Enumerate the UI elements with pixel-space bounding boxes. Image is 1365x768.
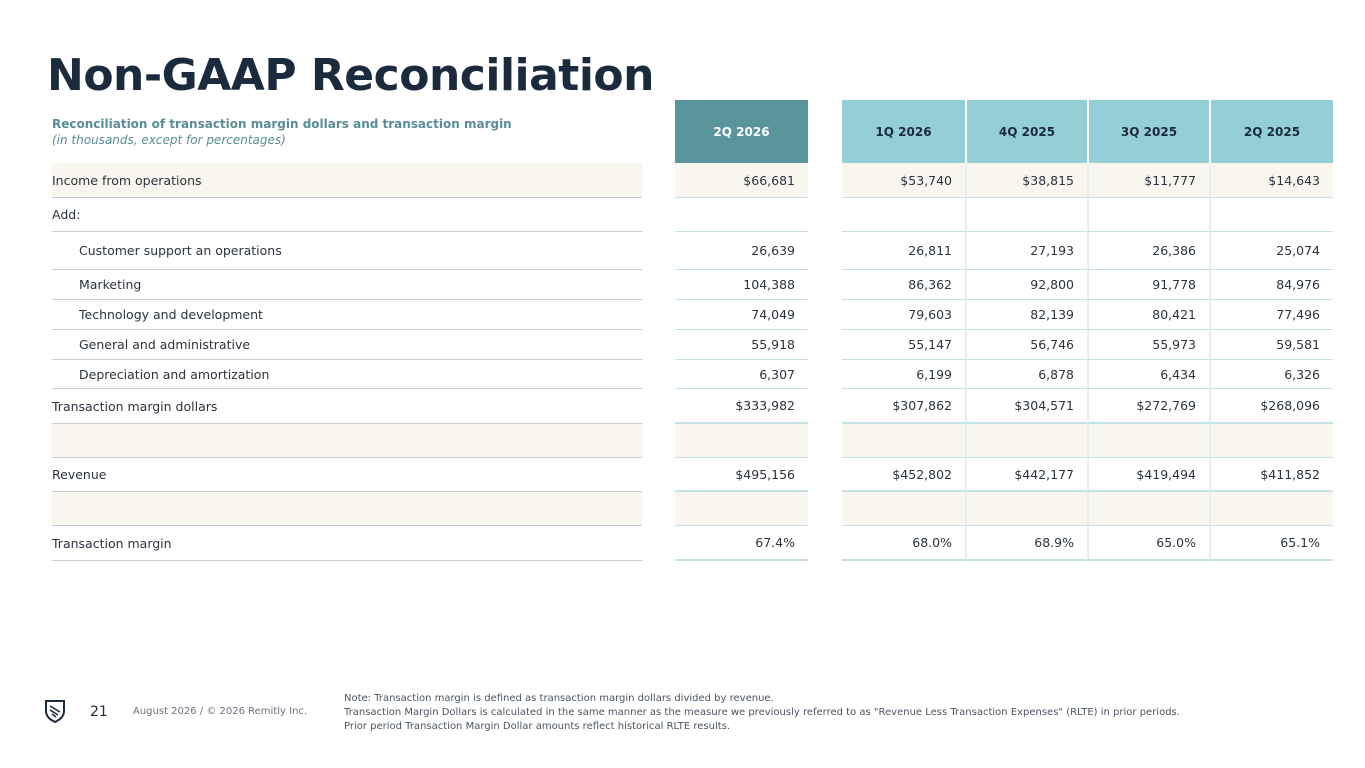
row-value: 68.0%	[842, 526, 965, 561]
column-header-2q-2025: 2Q 2025	[1209, 100, 1333, 163]
row-value: $411,852	[1209, 458, 1333, 492]
row-value	[965, 198, 1087, 232]
row-label: Depreciation and amortization	[52, 360, 642, 389]
row-value: 56,746	[965, 330, 1087, 360]
remitly-shield-icon	[44, 699, 66, 723]
row-value: 92,800	[965, 270, 1087, 300]
table-row	[0, 360, 1365, 389]
row-value: $304,571	[965, 389, 1087, 424]
footnote-line: Prior period Transaction Margin Dollar amounts reflect historical RLTE results.	[344, 721, 731, 732]
column-header-2q-2026: 2Q 2026	[675, 100, 808, 163]
table-row	[0, 492, 1365, 526]
column-header-4q-2025: 4Q 2025	[965, 100, 1087, 163]
row-label	[52, 492, 642, 526]
row-value	[1209, 492, 1333, 526]
column-header-3q-2025: 3Q 2025	[1087, 100, 1209, 163]
footnote-line: Note: Transaction margin is defined as transaction margin dollars divided by revenue.	[344, 693, 774, 704]
row-value	[1209, 198, 1333, 232]
row-value: 26,386	[1087, 232, 1209, 270]
table-row	[0, 424, 1365, 458]
row-value: $66,681	[675, 163, 808, 198]
footnote-line: Transaction Margin Dollars is calculated in the same manner as the measure we previously referred to as "Revenue Less Transaction Expenses" (RLTE) in prior periods.	[344, 707, 1180, 718]
row-value: 91,778	[1087, 270, 1209, 300]
table-heading	[52, 117, 512, 147]
row-value: 74,049	[675, 300, 808, 330]
row-label: Marketing	[52, 270, 642, 300]
table-row	[0, 389, 1365, 424]
table-row	[0, 526, 1365, 561]
row-value: 68.9%	[965, 526, 1087, 561]
copyright-text: August 2026 / © 2026 Remitly Inc.	[133, 706, 308, 717]
row-value	[1087, 492, 1209, 526]
row-value	[1087, 198, 1209, 232]
row-value: 65.1%	[1209, 526, 1333, 561]
row-value: $419,494	[1087, 458, 1209, 492]
row-value: 55,973	[1087, 330, 1209, 360]
table-row	[0, 270, 1365, 300]
row-value	[842, 198, 965, 232]
row-value	[1209, 424, 1333, 458]
row-value: 104,388	[675, 270, 808, 300]
row-value: 6,307	[675, 360, 808, 389]
row-value	[965, 492, 1087, 526]
table-row	[0, 163, 1365, 198]
row-value: 67.4%	[675, 526, 808, 561]
row-value: 26,639	[675, 232, 808, 270]
row-value: 6,199	[842, 360, 965, 389]
row-value: 59,581	[1209, 330, 1333, 360]
row-value	[675, 198, 808, 232]
row-value: $272,769	[1087, 389, 1209, 424]
row-label: Customer support an operations	[52, 232, 642, 270]
row-value: $38,815	[965, 163, 1087, 198]
table-row	[0, 330, 1365, 360]
row-label: Revenue	[52, 458, 642, 492]
row-value: 77,496	[1209, 300, 1333, 330]
row-label: Technology and development	[52, 300, 642, 330]
row-value: 27,193	[965, 232, 1087, 270]
row-value	[675, 424, 808, 458]
row-value: 86,362	[842, 270, 965, 300]
table-heading-title: Reconciliation of transaction margin dollars and transaction margin	[52, 117, 512, 131]
table-row	[0, 300, 1365, 330]
row-value: 79,603	[842, 300, 965, 330]
row-label: Income from operations	[52, 163, 642, 198]
row-value: 84,976	[1209, 270, 1333, 300]
row-value: 80,421	[1087, 300, 1209, 330]
table-heading-units: (in thousands, except for percentages)	[52, 133, 286, 147]
table-row	[0, 232, 1365, 270]
row-value	[675, 492, 808, 526]
row-label: Transaction margin	[52, 526, 642, 561]
column-header-1q-2026: 1Q 2026	[842, 100, 965, 163]
row-value: $495,156	[675, 458, 808, 492]
row-value	[842, 492, 965, 526]
row-value: $268,096	[1209, 389, 1333, 424]
row-value	[965, 424, 1087, 458]
row-value: 82,139	[965, 300, 1087, 330]
page-title: Non-GAAP Reconciliation	[47, 50, 654, 101]
row-value	[1087, 424, 1209, 458]
row-value	[842, 424, 965, 458]
row-value: 55,147	[842, 330, 965, 360]
row-value: 25,074	[1209, 232, 1333, 270]
row-value: $11,777	[1087, 163, 1209, 198]
row-value: 6,434	[1087, 360, 1209, 389]
row-value: 65.0%	[1087, 526, 1209, 561]
row-label: Add:	[52, 198, 642, 232]
row-value: $307,862	[842, 389, 965, 424]
row-value: 55,918	[675, 330, 808, 360]
row-value: $14,643	[1209, 163, 1333, 198]
row-value: $452,802	[842, 458, 965, 492]
footnote	[344, 692, 1180, 734]
row-value: $53,740	[842, 163, 965, 198]
row-label	[52, 424, 642, 458]
row-value: 6,878	[965, 360, 1087, 389]
row-label: General and administrative	[52, 330, 642, 360]
row-value: $442,177	[965, 458, 1087, 492]
row-value: 6,326	[1209, 360, 1333, 389]
row-label: Transaction margin dollars	[52, 389, 642, 424]
row-value: 26,811	[842, 232, 965, 270]
table-row	[0, 198, 1365, 232]
page-number: 21	[90, 704, 108, 720]
table-row	[0, 458, 1365, 492]
row-value: $333,982	[675, 389, 808, 424]
